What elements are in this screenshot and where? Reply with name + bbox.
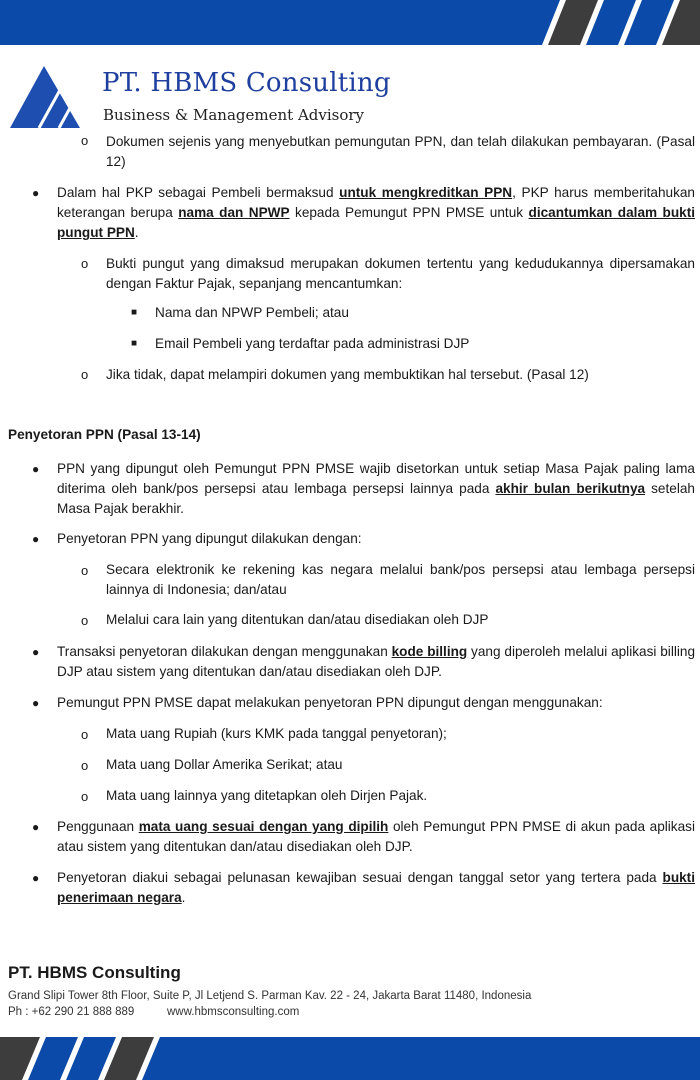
bullet-icon: ● <box>32 871 40 885</box>
list-item: Penggunaan mata uang sesuai dengan yang dipilih oleh Pemungut PPN PMSE di akun pada aplikasi atau sistem yang ditentukan dan/atau disediakan oleh DJP. <box>57 819 695 854</box>
square-bullet-icon: ■ <box>131 307 138 318</box>
emphasis: bukti penerimaan negara <box>57 870 695 905</box>
list-item: Mata uang lainnya yang ditetapkan oleh Dirjen Pajak. <box>106 788 428 803</box>
triangle-logo-icon <box>10 66 80 128</box>
circle-bullet-icon: o <box>81 758 89 773</box>
list-item: Penyetoran PPN yang dipungut dilakukan dengan: <box>57 531 362 546</box>
company-tagline: Business & Management Advisory <box>103 106 365 124</box>
emphasis: dicantumkan dalam bukti pungut PPN <box>57 205 695 240</box>
header-stripes-icon <box>0 0 700 45</box>
circle-bullet-icon: o <box>81 133 89 148</box>
bullet-icon: ● <box>32 186 40 200</box>
list-item: Secara elektronik ke rekening kas negara melalui bank/pos persepsi atau lembaga persepsi lainnya di Indonesia; dan/atau <box>106 562 695 597</box>
company-name: PT. HBMS Consulting <box>102 68 391 98</box>
circle-bullet-icon: o <box>81 727 89 742</box>
list-item: Pemungut PPN PMSE dapat melakukan penyetoran PPN dipungut dengan menggunakan: <box>57 695 603 710</box>
footer-website-link[interactable]: www.hbmsconsulting.com <box>167 1006 300 1018</box>
bullet-icon: ● <box>32 820 40 834</box>
list-item: Penyetoran diakui sebagai pelunasan kewajiban sesuai dengan tanggal setor yang tertera pada bukti penerimaan negara. <box>57 870 695 905</box>
emphasis: mata uang sesuai dengan yang dipilih <box>138 819 389 834</box>
list-item: Melalui cara lain yang ditentukan dan/atau disediakan oleh DJP <box>106 612 489 627</box>
circle-bullet-icon: o <box>81 613 89 628</box>
bullet-icon: ● <box>32 645 40 659</box>
emphasis: untuk mengkreditkan PPN <box>339 185 513 200</box>
list-item: Dalam hal PKP sebagai Pembeli bermaksud untuk mengkreditkan PPN, PKP harus memberitahukan keterangan berupa nama dan NPWP kepada Pemungut PPN PMSE untuk dicantumkan dalam bukti pungut PPN. <box>57 185 695 240</box>
footer-address: Grand Slipi Tower 8th Floor, Suite P, Jl Letjend S. Parman Kav. 22 - 24, Jakarta Barat 11480, Indonesia <box>8 990 532 1002</box>
emphasis: nama dan NPWP <box>178 205 290 220</box>
list-item: PPN yang dipungut oleh Pemungut PPN PMSE wajib disetorkan untuk setiap Masa Pajak paling lama diterima oleh bank/pos persepsi atau lembaga persepsi lainnya pada akhir bulan berikutnya setelah Masa Pajak berakhir. <box>57 461 695 516</box>
circle-bullet-icon: o <box>81 789 89 804</box>
footer-company-name: PT. HBMS Consulting <box>8 963 181 982</box>
square-bullet-icon: ■ <box>131 338 138 349</box>
emphasis: kode billing <box>391 644 468 659</box>
footer-banner <box>0 1037 700 1080</box>
list-item: Email Pembeli yang terdaftar pada administrasi DJP <box>155 336 470 351</box>
list-item: Nama dan NPWP Pembeli; atau <box>155 305 349 320</box>
footer-stripes-icon <box>0 1037 700 1080</box>
list-item: Transaksi penyetoran dilakukan dengan menggunakan kode billing yang diperoleh melalui aplikasi billing DJP atau sistem yang ditentukan dan/atau disediakan oleh DJP. <box>57 644 696 679</box>
emphasis: akhir bulan berikutnya <box>495 481 646 496</box>
circle-bullet-icon: o <box>81 367 89 382</box>
bullet-icon: ● <box>32 696 40 710</box>
list-item: Dokumen sejenis yang menyebutkan pemungutan PPN, dan telah dilakukan pembayaran. (Pasal 12) <box>106 134 695 169</box>
footer-phone: Ph : +62 290 21 888 889 <box>8 1006 135 1018</box>
bullet-icon: ● <box>32 462 40 476</box>
circle-bullet-icon: o <box>81 256 89 271</box>
circle-bullet-icon: o <box>81 563 89 578</box>
list-item: Mata uang Dollar Amerika Serikat; atau <box>106 757 343 772</box>
list-item: Jika tidak, dapat melampiri dokumen yang membuktikan hal tersebut. (Pasal 12) <box>106 367 589 382</box>
list-item: Bukti pungut yang dimaksud merupakan dokumen tertentu yang kedudukannya dipersamakan dengan Faktur Pajak, sepanjang mencantumkan: <box>106 256 695 291</box>
header-banner <box>0 0 700 45</box>
section-heading: Penyetoran PPN (Pasal 13-14) <box>8 427 201 442</box>
list-item: Mata uang Rupiah (kurs KMK pada tanggal penyetoran); <box>106 726 447 741</box>
bullet-icon: ● <box>32 532 40 546</box>
